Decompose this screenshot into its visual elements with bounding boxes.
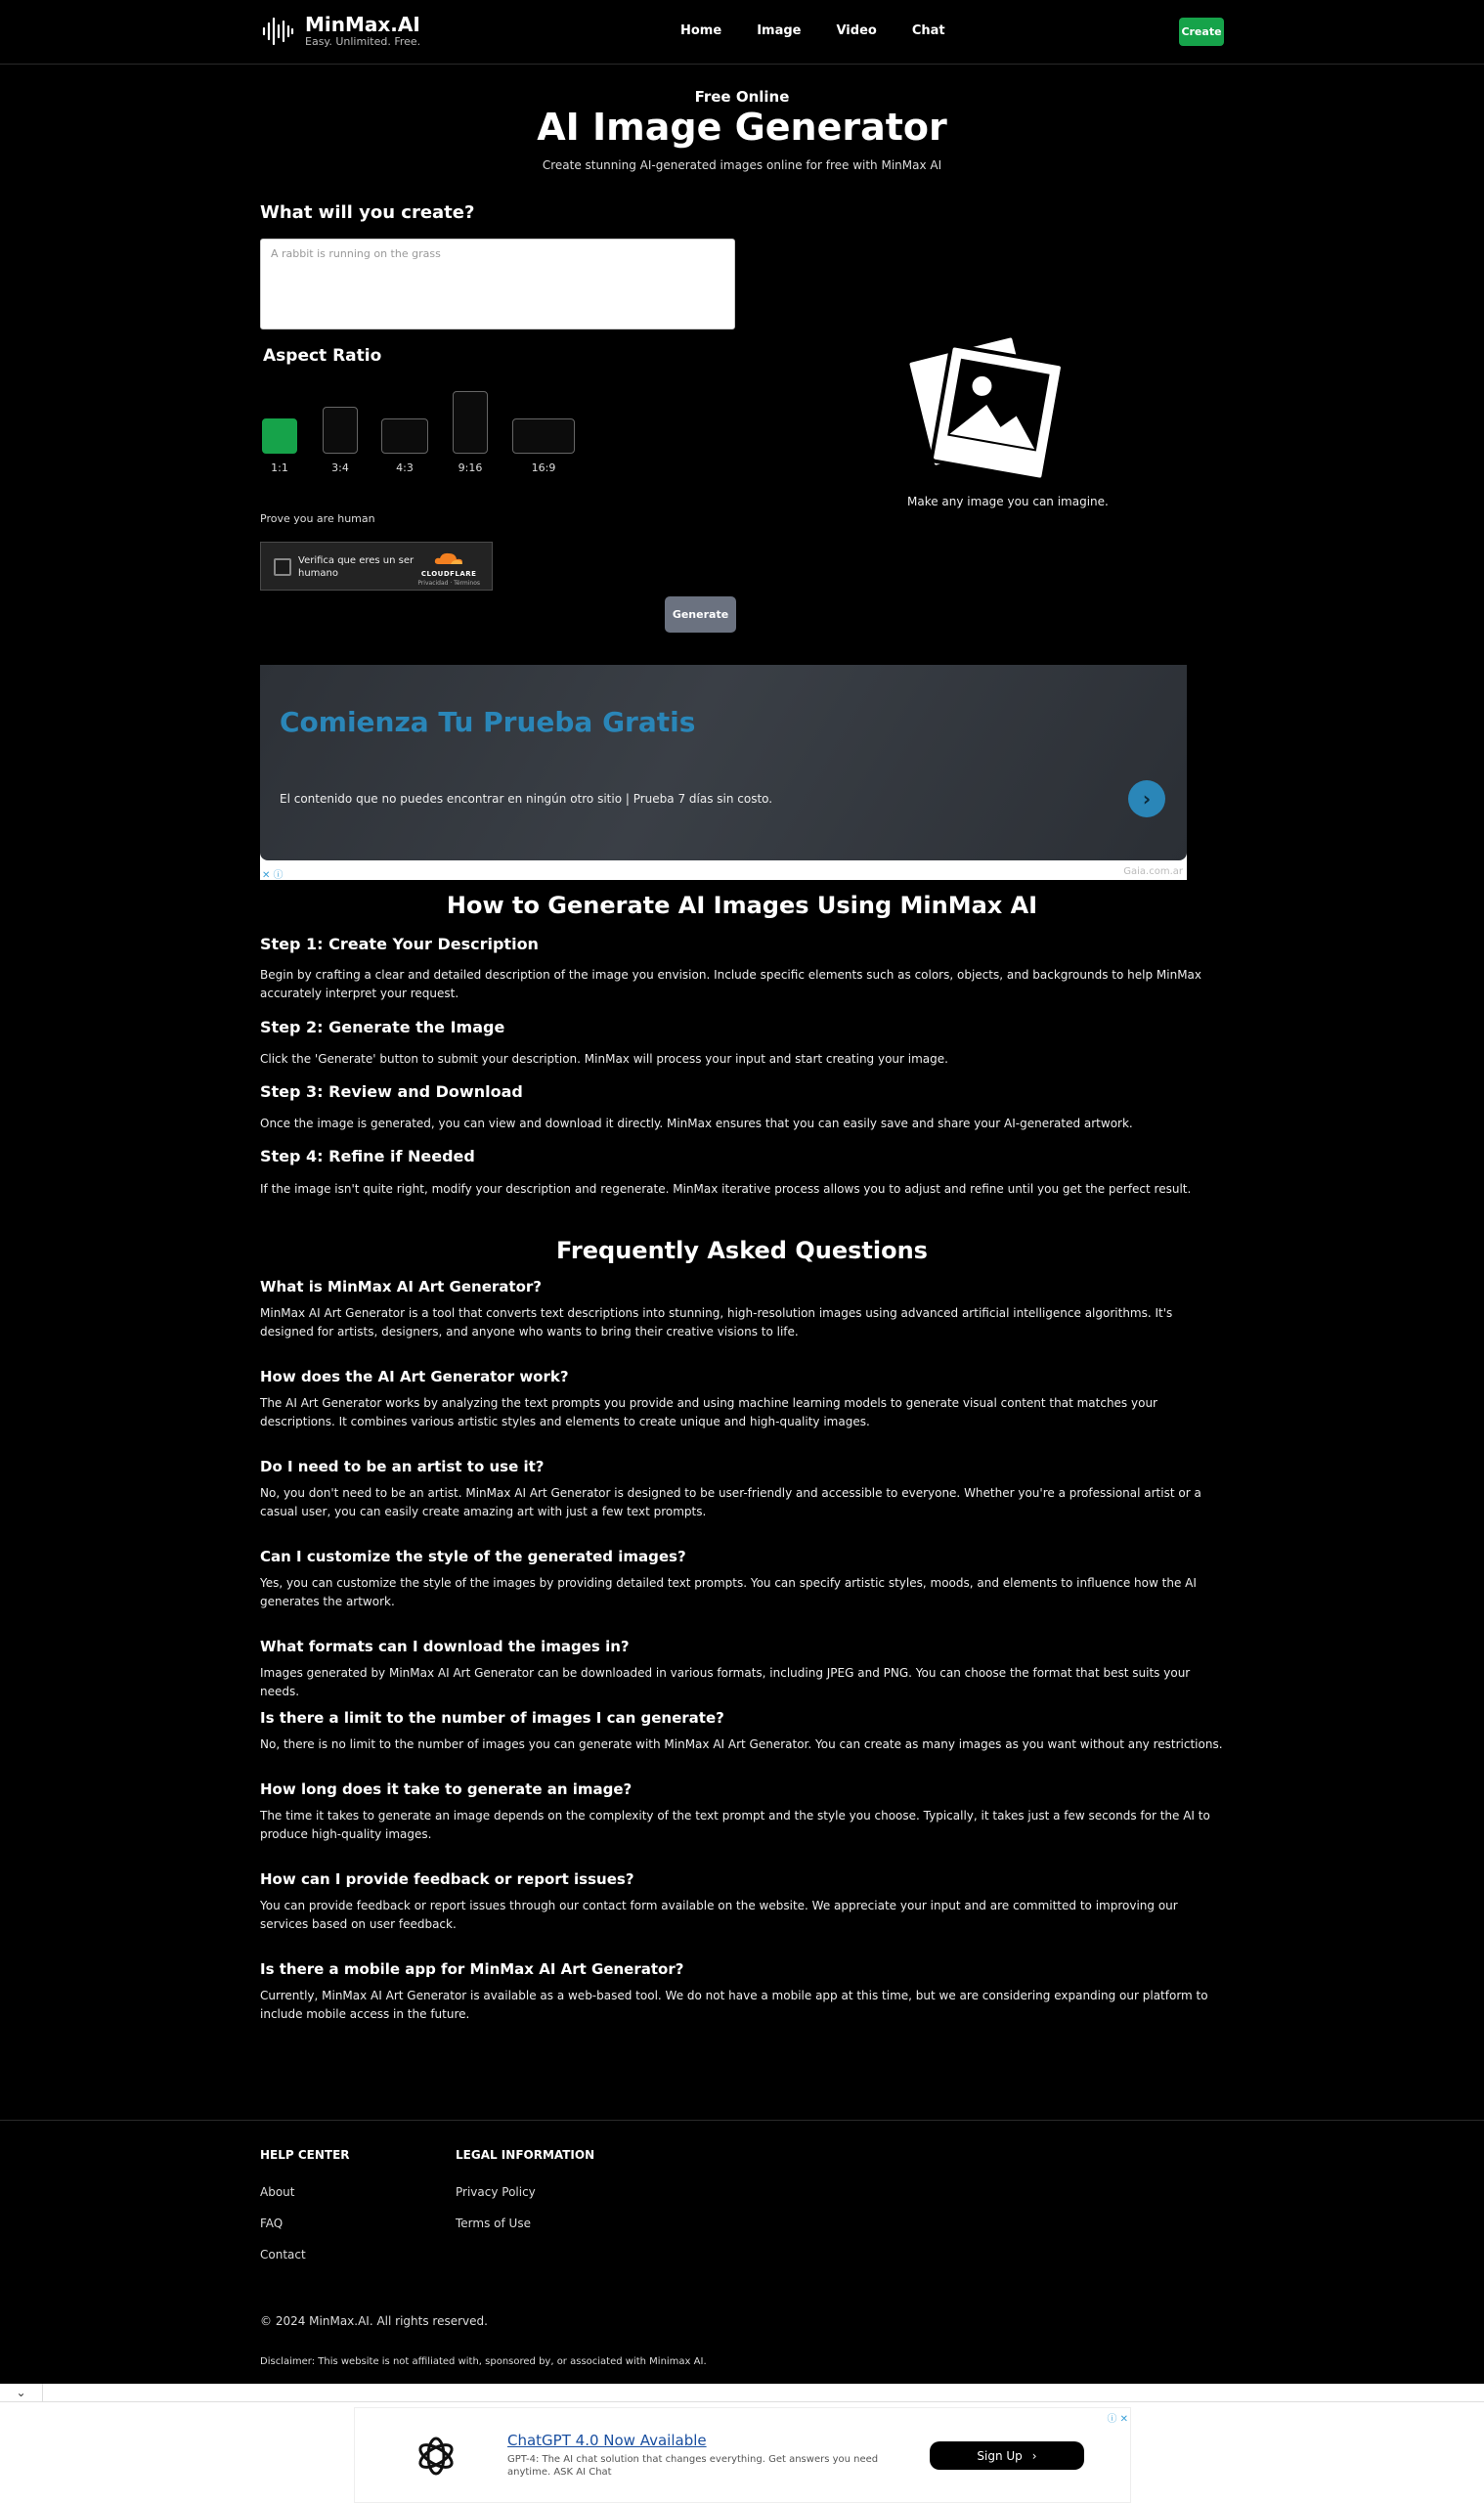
bottom-ad-desc: GPT-4: The AI chat solution that changes everything. Get answers you need anytime. ASK AI Chat [507, 2454, 879, 2478]
aspect-ratio-4-3[interactable] [381, 418, 428, 474]
brand-tagline: Easy. Unlimited. Free. [305, 35, 421, 48]
faq-question: What formats can I download the images in? [260, 1638, 630, 1655]
nav-chat[interactable]: Chat [911, 23, 945, 38]
nav-video[interactable]: Video [836, 23, 877, 38]
bottom-ad-title[interactable]: ChatGPT 4.0 Now Available [507, 2432, 707, 2449]
copyright: © 2024 MinMax.AI. All rights reserved. [260, 2314, 488, 2328]
aspect-ratio-box[interactable] [512, 418, 575, 454]
faq-question: Do I need to be an artist to use it? [260, 1458, 545, 1475]
footer-link-faq[interactable]: FAQ [260, 2217, 284, 2230]
legal-heading: LEGAL INFORMATION [456, 2148, 595, 2162]
site-header [0, 0, 1484, 65]
ad-card[interactable] [260, 665, 1187, 860]
aspect-ratio-box[interactable] [453, 391, 488, 454]
aspect-ratio-label: Aspect Ratio [263, 346, 382, 366]
ad-source[interactable]: Gaia.com.ar [1123, 866, 1183, 877]
prove-human-label: Prove you are human [260, 512, 375, 525]
footer-link-privacy[interactable]: Privacy Policy [456, 2185, 536, 2199]
aspect-ratio-text: 4:3 [396, 461, 414, 474]
ad-close-icon[interactable]: ✕ ⓘ [262, 870, 284, 881]
captcha-text: Verifica que eres un ser humano [298, 555, 415, 579]
aspect-ratio-box[interactable] [323, 407, 358, 454]
faq-answer: You can provide feedback or report issues through our contact form available on the website. We appreciate your input and are committed to improving our services based on user feedback. [260, 1899, 1178, 1931]
faq-question: Is there a mobile app for MinMax AI Art Generator? [260, 1960, 684, 1978]
prompt-label: What will you create? [260, 202, 475, 223]
step-title: Step 4: Refine if Needed [260, 1147, 475, 1165]
nav-image[interactable]: Image [757, 23, 802, 38]
footer-link-contact[interactable]: Contact [260, 2248, 306, 2261]
aspect-ratio-1-1[interactable] [262, 418, 297, 474]
openai-logo-icon [414, 2434, 458, 2479]
cloudflare-logo [417, 550, 480, 587]
site-footer [0, 2120, 1484, 2386]
nav-home[interactable]: Home [680, 23, 722, 38]
aspect-ratio-text: 9:16 [458, 461, 483, 474]
logo[interactable] [260, 14, 420, 49]
aspect-ratio-box[interactable] [381, 418, 428, 454]
cloudflare-name: CLOUDFLARE [420, 570, 477, 578]
faq-answer: No, you don't need to be an artist. MinMax AI Art Generator is designed to be user-friendly and accessible to everyone. Whether you're a professional artist or a casual user, you can easily create amazing art with just a few text prompts. [260, 1486, 1201, 1518]
aspect-ratio-3-4[interactable] [323, 407, 358, 474]
faq-answer: Currently, MinMax AI Art Generator is available as a web-based tool. We do not have a mobile app at this time, but we are considering expanding our platform to include mobile access in the future. [260, 1989, 1208, 2021]
generate-button[interactable]: Generate [665, 596, 736, 633]
bottom-ad-bar [0, 2384, 1484, 2503]
image-preview [907, 332, 1109, 508]
ad-title[interactable]: Comienza Tu Prueba Gratis [280, 706, 696, 738]
cloud-icon [433, 551, 464, 565]
hero-eyebrow: Free Online [694, 88, 790, 106]
faq-question: What is MinMax AI Art Generator? [260, 1278, 542, 1295]
faq-answer: The AI Art Generator works by analyzing the text prompts you provide and using machine learning models to generate visual content that matches your descriptions. It combines various artistic styles and elements to create unique and high-quality images. [260, 1396, 1157, 1428]
step-text: Click the 'Generate' button to submit your description. MinMax will process your input and start creating your image. [260, 1052, 948, 1066]
disclaimer: Disclaimer: This website is not affiliated with, sponsored by, or associated with Minimax AI. [260, 2356, 707, 2367]
chevron-down-icon[interactable]: ⌄ [0, 2384, 43, 2402]
step-title: Step 1: Create Your Description [260, 935, 539, 953]
ad-banner[interactable] [260, 665, 1187, 880]
help-center-heading: HELP CENTER [260, 2148, 350, 2162]
captcha-links[interactable]: Privacidad · Términos [417, 580, 480, 587]
footer-link-about[interactable]: About [260, 2185, 295, 2199]
signup-button[interactable] [930, 2441, 1084, 2470]
create-button[interactable]: Create [1179, 18, 1224, 46]
faq-question: Is there a limit to the number of images I can generate? [260, 1709, 724, 1727]
main-nav [680, 23, 945, 38]
aspect-ratio-text: 1:1 [271, 461, 288, 474]
captcha-checkbox[interactable] [274, 558, 291, 576]
howto-title: How to Generate AI Images Using MinMax AI [446, 892, 1038, 919]
captcha-widget [260, 542, 493, 591]
page-title: AI Image Generator [537, 106, 947, 149]
faq-question: How can I provide feedback or report issues? [260, 1870, 634, 1888]
signup-label: Sign Up [977, 2448, 1023, 2463]
sound-wave-icon [260, 14, 295, 49]
aspect-ratio-16-9[interactable] [512, 418, 575, 474]
faq-answer: The time it takes to generate an image depends on the complexity of the text prompt and the style you choose. Typically, it takes just a few seconds for the AI to produce high-quality images. [260, 1809, 1210, 1841]
faq-question: Can I customize the style of the generated images? [260, 1548, 686, 1565]
step-text: If the image isn't quite right, modify your description and regenerate. MinMax iterative process allows you to adjust and refine until you get the perfect result. [260, 1182, 1192, 1196]
faq-answer: No, there is no limit to the number of images you can generate with MinMax AI Art Generator. You can create as many images as you want without any restrictions. [260, 1737, 1223, 1751]
footer-link-terms[interactable]: Terms of Use [456, 2217, 531, 2230]
faq-question: How does the AI Art Generator work? [260, 1368, 569, 1385]
chevron-right-icon[interactable]: › [1128, 780, 1165, 817]
preview-caption: Make any image you can imagine. [907, 495, 1109, 508]
step-title: Step 2: Generate the Image [260, 1018, 505, 1036]
ad-text: El contenido que no puedes encontrar en ningún otro sitio | Prueba 7 días sin costo. [280, 792, 773, 806]
faq-answer: Images generated by MinMax AI Art Generator can be downloaded in various formats, including JPEG and PNG. You can choose the format that best suits your needs. [260, 1666, 1191, 1698]
step-text: Begin by crafting a clear and detailed description of the image you envision. Include specific elements such as colors, objects, and backgrounds to help MinMax accurately interpret your request. [260, 968, 1202, 1000]
aspect-ratio-9-16[interactable] [453, 391, 488, 474]
aspect-ratio-box[interactable] [262, 418, 297, 454]
photo-stack-icon [907, 332, 1064, 479]
bottom-ad[interactable] [354, 2407, 1131, 2503]
faq-question: How long does it take to generate an image? [260, 1780, 633, 1798]
aspect-ratio-text: 3:4 [331, 461, 349, 474]
chevron-right-icon: › [1031, 2448, 1037, 2463]
faq-answer: Yes, you can customize the style of the images by providing detailed text prompts. You can specify artistic styles, moods, and elements to influence how the AI generates the artwork. [260, 1576, 1197, 1608]
hero-subtitle: Create stunning AI-generated images online for free with MinMax AI [542, 158, 942, 172]
step-title: Step 3: Review and Download [260, 1082, 523, 1101]
faq-answer: MinMax AI Art Generator is a tool that converts text descriptions into stunning, high-resolution images using advanced artificial intelligence algorithms. It's designed for artists, designers, and anyone who wants to bring their creative visions to life. [260, 1306, 1173, 1339]
brand-name: MinMax.AI [305, 13, 420, 36]
close-icon[interactable]: ⓘ ✕ [1107, 2414, 1128, 2425]
aspect-ratio-text: 16:9 [531, 461, 556, 474]
faq-title: Frequently Asked Questions [556, 1237, 928, 1264]
step-text: Once the image is generated, you can view and download it directly. MinMax ensures that you can easily save and share your AI-generated artwork. [260, 1117, 1133, 1130]
prompt-input[interactable] [260, 239, 735, 329]
